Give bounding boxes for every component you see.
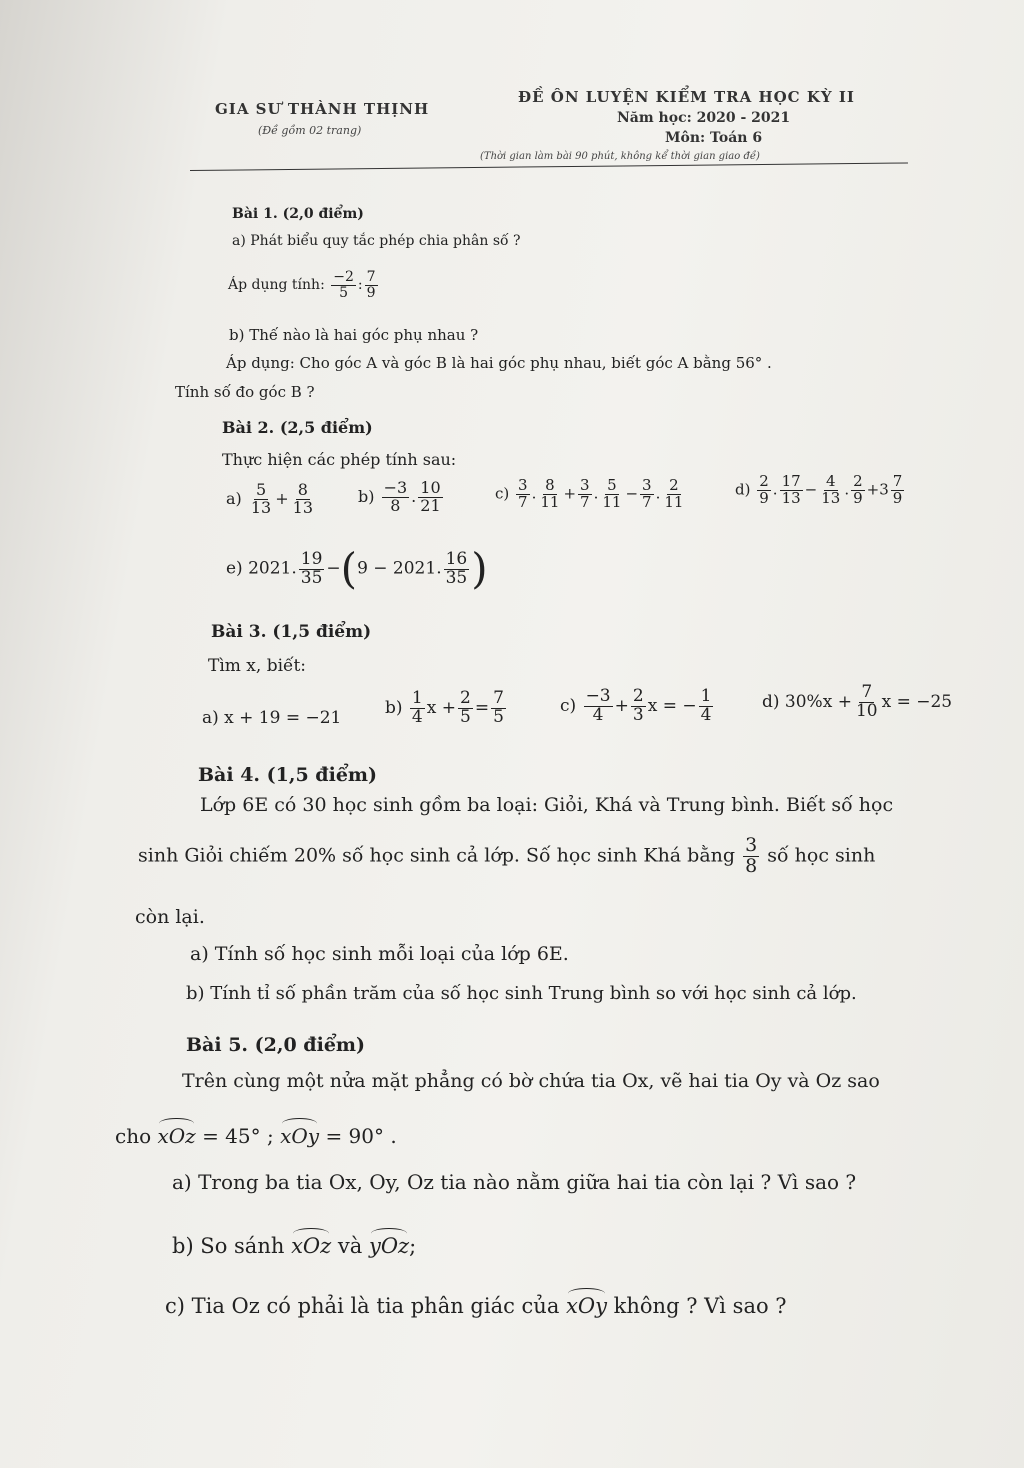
bai4-a: a) Tính số học sinh mỗi loại của lớp 6E. [190, 943, 569, 965]
time-note: (Thời gian làm bài 90 phút, không kể thời gian giao đề) [480, 151, 760, 162]
bai2-d: d) $\frac{2}{9}$ . $\frac{17}{13}$ − $\frac{4}{13}$ . $\frac{2}{9}$ +3 $\frac{7}{9}$ [735, 472, 903, 507]
bai1-a: a) Phát biểu quy tắc phép chia phân số ? [232, 233, 521, 249]
fraction: $\frac{7}{9}$ [366, 269, 376, 301]
bai4-line3: còn lại. [135, 906, 205, 928]
bai2-title: Bài 2. (2,5 điểm) [222, 418, 373, 437]
subject: Môn: Toán 6 [665, 130, 763, 146]
bai2-intro: Thực hiện các phép tính sau: [222, 450, 457, 469]
bai1-b-apply2: Tính số đo góc B ? [175, 383, 315, 401]
bai2-e: e) 2021. $\frac{19}{35}$ −(9 − 2021. $\frac{16}{35}$ ) [226, 544, 488, 593]
bai5-title: Bài 5. (2,0 điểm) [186, 1034, 365, 1056]
angle-xoz: xOz [157, 1118, 195, 1148]
bai5-line1: Trên cùng một nửa mặt phẳng có bờ chứa tia Ox, vẽ hai tia Oy và Oz sao [182, 1070, 880, 1092]
bai5-line2: cho xOz = 45° ; xOy = 90° . [115, 1118, 397, 1148]
exam-title: ĐỀ ÔN LUYỆN KIỂM TRA HỌC KỲ II [518, 88, 855, 106]
angle-xoy: xOy [280, 1118, 319, 1148]
bai1-b-apply: Áp dụng: Cho góc A và góc B là hai góc phụ nhau, biết góc A bằng 56° . [226, 354, 772, 372]
bai5-a: a) Trong ba tia Ox, Oy, Oz tia nào nằm giữa hai tia còn lại ? Vì sao ? [172, 1170, 857, 1194]
bai1-title: Bài 1. (2,0 điểm) [232, 206, 364, 222]
pages-note: (Đề gồm 02 trang) [258, 124, 362, 137]
bai2-c: c) $\frac{3}{7}$ . $\frac{8}{11}$ + $\frac{3}{7}$ . $\frac{5}{11}$ − $\frac{3}{7}$ . $\frac{2}{11}$ [495, 476, 684, 511]
angle-xoz: xOz [291, 1228, 331, 1258]
bai3-d: d) 30%x + $\frac{7}{10}$ x = −25 [762, 682, 953, 721]
bai5-c: c) Tia Oz có phải là tia phân giác của xOy không ? Vì sao ? [165, 1288, 787, 1318]
fraction: $\frac{-2}{5}$ [333, 269, 354, 301]
school-year: Năm học: 2020 - 2021 [617, 110, 791, 126]
bai3-intro: Tìm x, biết: [208, 656, 307, 676]
bai3-b: b) $\frac{1}{4}$ x + $\frac{2}{5}$ = $\frac{7}{5}$ [385, 688, 504, 727]
bai1-a-apply: Áp dụng tính: $\frac{-2}{5}$ : $\frac{7}{9}$ [228, 269, 376, 301]
bai3-c: c) $\frac{-3}{4}$ + $\frac{2}{3}$ x = − $\frac{1}{4}$ [560, 686, 712, 725]
bai2-a: a) $\frac{5}{13}$ + $\frac{8}{13}$ [226, 480, 313, 517]
tutor-center-name: GIA SƯ THÀNH THỊNH [215, 100, 430, 118]
bai4-line1: Lớp 6E có 30 học sinh gồm ba loại: Giỏi, Khá và Trung bình. Biết số học [200, 794, 894, 816]
bai3-a: a) x + 19 = −21 [202, 708, 342, 728]
bai4-line2: sinh Giỏi chiếm 20% số học sinh cả lớp. Số học sinh Khá bằng $\frac{3}{8}$ số học sinh [138, 834, 876, 877]
angle-xoy: xOy [566, 1288, 607, 1318]
bai2-b: b) $\frac{-3}{8}$ . $\frac{10}{21}$ [358, 478, 441, 515]
bai5-b: b) So sánh xOz và yOz; [172, 1228, 416, 1258]
bai4-title: Bài 4. (1,5 điểm) [198, 764, 377, 786]
bai3-title: Bài 3. (1,5 điểm) [211, 622, 372, 642]
bai1-b: b) Thế nào là hai góc phụ nhau ? [229, 326, 479, 344]
header-divider [190, 162, 908, 171]
bai4-b: b) Tính tỉ số phần trăm của số học sinh Trung bình so với học sinh cả lớp. [186, 983, 857, 1004]
angle-yoz: yOz [369, 1228, 409, 1258]
